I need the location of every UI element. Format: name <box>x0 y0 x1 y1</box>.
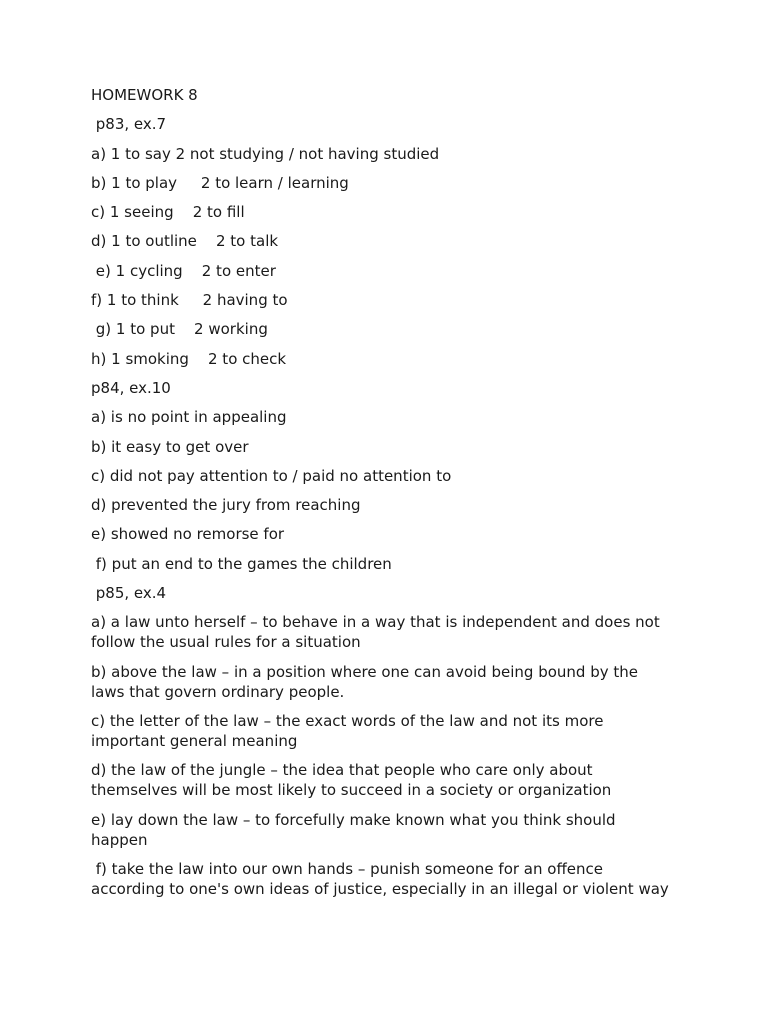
definition-paragraph: c) the letter of the law – the exact words of the law and not its more important general meaning <box>91 711 609 750</box>
section-heading-p85: p85, ex.4 <box>91 584 167 603</box>
document-title: HOMEWORK 8 <box>91 86 198 104</box>
answer-line: b) it easy to get over <box>91 437 249 456</box>
definition-paragraph: b) above the law – in a position where one can avoid being bound by the laws that govern ordinary people. <box>91 662 643 701</box>
definition-paragraph: d) the law of the jungle – the idea that people who care only about themselves will be most likely to succeed in a society or organization <box>91 761 612 800</box>
answer-line: g) 1 to put 2 working <box>91 320 268 339</box>
answer-line: h) 1 smoking 2 to check <box>91 349 287 368</box>
answer-line: f) put an end to the games the children <box>91 554 392 573</box>
answer-line: c) 1 seeing 2 to fill <box>91 203 245 222</box>
answer-line: d) 1 to outline 2 to talk <box>91 232 279 251</box>
document-page <box>91 85 671 908</box>
answer-line: e) showed no remorse for <box>91 525 285 544</box>
definition-paragraph: e) lay down the law – to forcefully make known what you think should happen <box>91 810 621 849</box>
definition-paragraph: a) a law unto herself – to behave in a way that is independent and does not follow the usual rules for a situation <box>91 613 665 652</box>
definition-paragraph: f) take the law into our own hands – punish someone for an offence according to one's own ideas of justice, especially in an illegal or violent way <box>91 859 669 898</box>
section-heading-p83: p83, ex.7 <box>91 115 167 134</box>
answer-line: c) did not pay attention to / paid no attention to <box>91 466 452 485</box>
section-heading-p84: p84, ex.10 <box>91 378 171 397</box>
answer-line: b) 1 to play 2 to learn / learning <box>91 173 349 192</box>
answer-line: d) prevented the jury from reaching <box>91 496 361 515</box>
answer-line: a) is no point in appealing <box>91 408 287 427</box>
answer-line: e) 1 cycling 2 to enter <box>91 261 276 280</box>
answer-line: a) 1 to say 2 not studying / not having studied <box>91 144 440 163</box>
answer-line: f) 1 to think 2 having to <box>91 291 288 310</box>
